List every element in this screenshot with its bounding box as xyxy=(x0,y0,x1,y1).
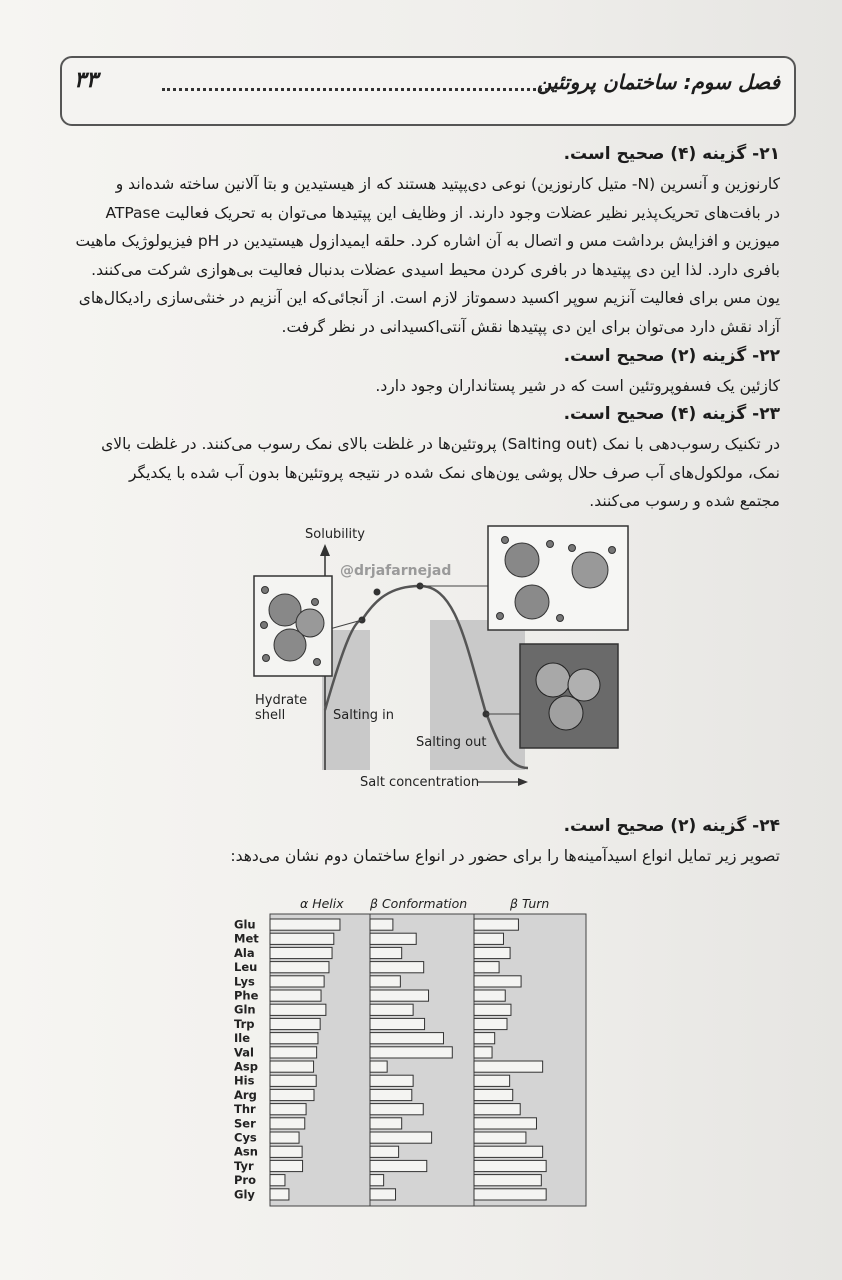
bar xyxy=(370,1132,432,1143)
protein-molecule xyxy=(568,669,600,701)
bar xyxy=(370,1047,452,1058)
tick-label: Gln xyxy=(234,1002,256,1017)
bar xyxy=(474,1004,511,1015)
bar xyxy=(270,919,340,930)
tick-label: Lys xyxy=(234,974,255,989)
bar xyxy=(474,1175,541,1186)
q22-body: کازئین یک فسفوپروتئین است که در شیر پستانداران وجود دارد. xyxy=(375,377,780,395)
bar xyxy=(370,1004,413,1015)
header-dotted-leader xyxy=(162,88,554,91)
q21-line: میوزین و افزایش برداشت مس و اتصال به آن اشاره کرد. حلقه ایمیدازول هیستیدین در pH فیزیولوژیک ماهیت xyxy=(75,232,780,250)
bar xyxy=(270,1004,326,1015)
tick-label: His xyxy=(234,1073,255,1088)
bar xyxy=(474,919,518,930)
bar xyxy=(474,1160,546,1171)
q21-line: کارنوزین و آنسرین (N- متیل کارنوزین) نوعی دی‌پپتید هستند که از هیستیدین و بتا آلانین ساخته شده‌اند و xyxy=(115,175,780,193)
tick-label: Met xyxy=(234,931,259,946)
q21-heading: ۲۱- گزینه (۴) صحیح است. xyxy=(563,144,780,164)
water-molecule xyxy=(314,659,321,666)
q23-line: نمک، مولکول‌های آب صرف حلال پوشی یون‌های نمک شده در نتیجه پروتئین‌ها بدون آب شده با یکدیگر xyxy=(128,463,780,482)
bar xyxy=(370,1175,384,1186)
bar xyxy=(474,1089,513,1100)
bar xyxy=(474,947,510,958)
bar xyxy=(270,976,324,987)
water-molecule xyxy=(569,545,576,552)
bar xyxy=(370,1033,443,1044)
bar xyxy=(474,1104,520,1115)
bar xyxy=(474,1033,495,1044)
dissolved-box xyxy=(488,526,628,630)
bar xyxy=(370,1018,425,1029)
q24-body: تصویر زیر تمایل انواع اسیدآمینه‌ها را برای حضور در انواع ساختمان دوم نشان می‌دهد: xyxy=(230,847,780,865)
bar xyxy=(474,990,505,1001)
bar xyxy=(270,962,329,973)
bar xyxy=(474,933,503,944)
bar xyxy=(270,1118,305,1129)
bar xyxy=(370,947,402,958)
bar xyxy=(270,1160,303,1171)
protein-molecule xyxy=(549,696,583,730)
curve-point xyxy=(374,589,381,596)
water-molecule xyxy=(609,547,616,554)
tick-label: Val xyxy=(234,1045,254,1060)
bar xyxy=(270,1033,318,1044)
q21-line: بافری دارد. لذا این دی پپتیدها در بافری کردن محیط اسیدی عضلات بدنبال فعالیت بی‌هوازی شرکت می‌کنند. xyxy=(91,260,780,279)
bar xyxy=(270,1047,317,1058)
bar xyxy=(270,933,334,944)
q21-line: آزاد نقش دارد می‌توان برای این دی پپتیدها نقش آنتی‌اکسیدانی در نظر گرفت. xyxy=(281,317,780,336)
bar xyxy=(270,1061,314,1072)
water-molecule xyxy=(312,599,319,606)
tick-label: Asn xyxy=(234,1144,258,1159)
bar xyxy=(370,990,429,1001)
tick-label: Arg xyxy=(234,1087,257,1102)
bar xyxy=(370,1189,396,1200)
bar xyxy=(474,1146,543,1157)
q23-line: مجتمع شده و رسوب می‌کنند. xyxy=(589,492,780,510)
q24-heading: ۲۴- گزینه (۲) صحیح است. xyxy=(563,816,780,836)
tick-label: Ala xyxy=(234,945,255,960)
salting-in-label: Salting in xyxy=(333,708,395,723)
q22-heading: ۲۲- گزینه (۲) صحیح است. xyxy=(563,346,780,366)
protein-molecule xyxy=(572,552,608,588)
watermark: @drjafarnejad xyxy=(340,563,452,579)
bar xyxy=(474,1132,526,1143)
q23-line: در تکنیک رسوب‌دهی با نمک (Salting out) پروتئین‌ها در غلظت بالای نمک رسوب می‌کنند. در غلظت بالای xyxy=(101,435,780,453)
water-molecule xyxy=(497,613,504,620)
tick-label: Ser xyxy=(234,1116,256,1131)
bar xyxy=(370,1118,402,1129)
bar xyxy=(474,1189,546,1200)
page-number: ۳۳ xyxy=(74,68,98,93)
chapter-header xyxy=(60,56,796,126)
series-title: α Helix xyxy=(300,896,344,911)
q21-line: در بافت‌های تحریک‌پذیر نظیر عضلات وجود دارند. از وظایف این پپتیدها می‌توان به تحریک فعالیت ATPase xyxy=(105,203,780,222)
bar xyxy=(270,990,321,1001)
salting-out-label: Salting out xyxy=(416,735,487,750)
tick-label: Glu xyxy=(234,917,256,932)
hydrate-label xyxy=(255,693,311,723)
tick-label: Pro xyxy=(234,1173,257,1188)
tick-label: Leu xyxy=(234,960,258,975)
q21-body xyxy=(66,170,780,341)
bar xyxy=(370,919,393,930)
secondary-structure-chart xyxy=(230,890,590,1220)
protein-molecule xyxy=(515,585,549,619)
tick-label: Asp xyxy=(234,1059,258,1074)
bar xyxy=(370,962,424,973)
series-title: β Turn xyxy=(510,896,550,911)
bar xyxy=(270,1089,314,1100)
water-molecule xyxy=(557,615,564,622)
bar xyxy=(474,1118,536,1129)
bar xyxy=(370,1089,412,1100)
tick-label: Phe xyxy=(234,988,259,1003)
bar xyxy=(370,1160,427,1171)
bar xyxy=(474,962,499,973)
tick-label: Thr xyxy=(234,1102,256,1117)
bar xyxy=(270,1175,285,1186)
series-title: β Conformation xyxy=(370,896,468,911)
protein-molecule xyxy=(536,663,570,697)
bar xyxy=(474,1075,510,1086)
bar xyxy=(474,1061,543,1072)
tick-label: Ile xyxy=(234,1031,251,1046)
y-axis-label: Solubility xyxy=(305,527,365,542)
bar xyxy=(370,1075,413,1086)
q21-line: یون مس برای فعالیت آنزیم سوپر اکسید دسموتاز لازم است. از آنجائی‌که این آنزیم در خنثی‌سازی رادیکال‌های xyxy=(78,289,780,307)
hydrate-label-line2: shell xyxy=(255,708,286,723)
bar xyxy=(270,1018,320,1029)
tick-label: Gly xyxy=(234,1187,255,1202)
x-axis-arrowhead xyxy=(518,778,528,786)
q23-body xyxy=(66,430,780,516)
bar xyxy=(270,1075,316,1086)
water-molecule xyxy=(547,541,554,548)
y-axis-arrow xyxy=(320,544,330,556)
bar xyxy=(370,1146,399,1157)
bar xyxy=(370,933,416,944)
bar xyxy=(474,976,521,987)
water-molecule xyxy=(262,587,269,594)
bar xyxy=(370,1061,387,1072)
water-molecule xyxy=(502,537,509,544)
protein-molecule xyxy=(505,543,539,577)
protein-molecule xyxy=(274,629,306,661)
bar xyxy=(474,1018,507,1029)
water-molecule xyxy=(261,622,268,629)
x-axis-label: Salt concentration xyxy=(360,775,480,790)
bar xyxy=(270,1189,289,1200)
bar xyxy=(270,1104,306,1115)
bar xyxy=(370,1104,423,1115)
water-molecule xyxy=(263,655,270,662)
salting-figure xyxy=(250,520,630,800)
tick-label: Tyr xyxy=(234,1158,254,1173)
tick-label: Trp xyxy=(234,1016,255,1031)
tick-label: Cys xyxy=(234,1130,257,1145)
q23-heading: ۲۳- گزینه (۴) صحیح است. xyxy=(563,404,780,424)
bar xyxy=(370,976,400,987)
bar xyxy=(270,1146,302,1157)
chapter-title: فصل سوم: ساختمان پروتئین xyxy=(536,70,780,94)
bar xyxy=(474,1047,492,1058)
bar xyxy=(270,947,332,958)
bar xyxy=(270,1132,299,1143)
hydrate-label-line1: Hydrate xyxy=(255,693,308,708)
